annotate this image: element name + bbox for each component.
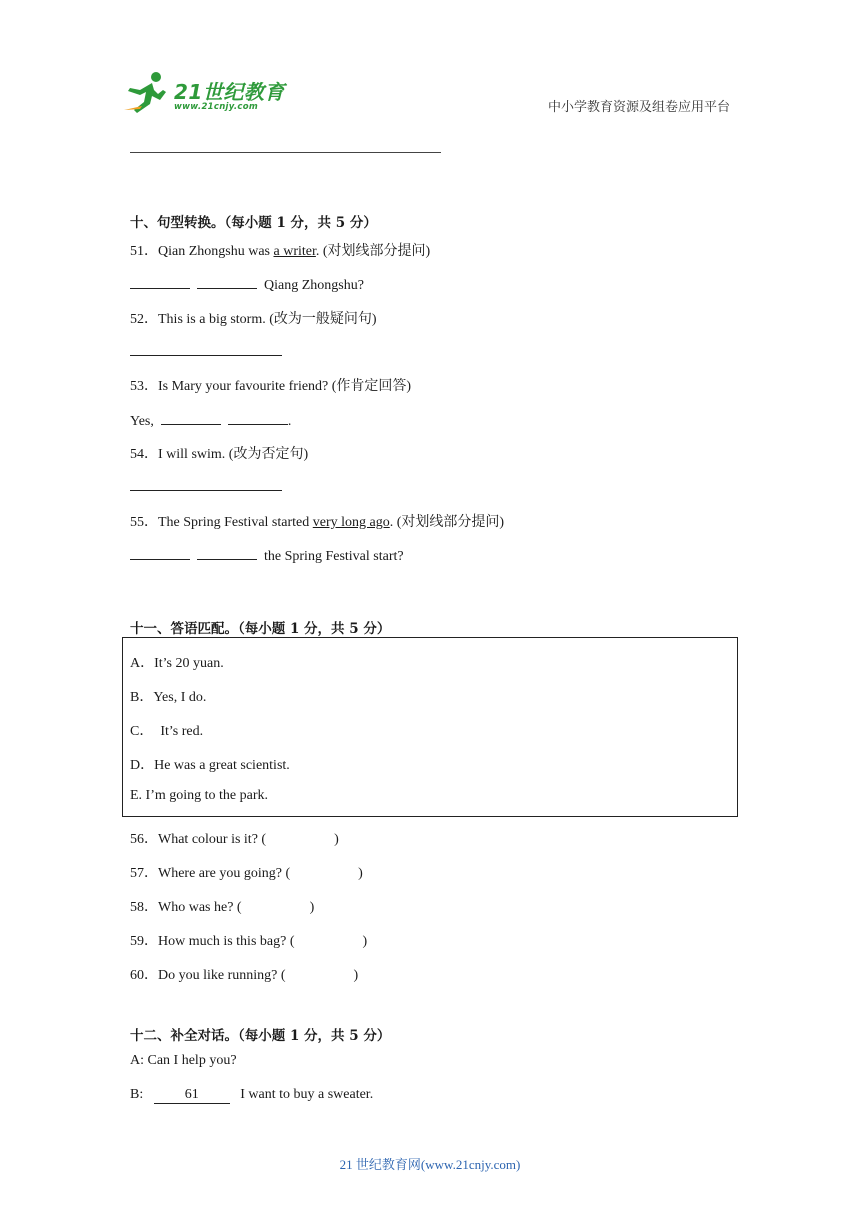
question-number: 56． [130, 832, 158, 847]
answer-end: . [287, 414, 292, 429]
question-number: 51． [130, 244, 158, 259]
logo-url: www.21cnjy.com [174, 102, 258, 112]
answer-line-50 [130, 152, 441, 153]
section-12-title: 十二、补全对话。（每小题 1 分，共 5 分） [130, 1028, 391, 1044]
answer-tail: Qiang Zhongshu? [264, 278, 364, 293]
question-number: 60． [130, 968, 158, 983]
question-number: 55． [130, 515, 158, 530]
logo-text: 21世纪教育 [174, 80, 285, 104]
answer-55 [130, 545, 404, 565]
question-number: 54． [130, 447, 158, 462]
option-c: C． It’s red. [130, 724, 204, 739]
question-text: How much is this bag? ( [158, 934, 295, 949]
answer-line-54[interactable] [130, 490, 282, 491]
question-instruction: . (对划线部分提问) [315, 244, 431, 259]
answer-line-52[interactable] [130, 355, 282, 356]
blank-61[interactable]: 61 [154, 1087, 230, 1104]
answer-53 [130, 410, 291, 430]
dialogue-line-a: A: Can I help you? [130, 1053, 237, 1068]
underlined-phrase: a writer [273, 244, 316, 259]
question-text: What colour is it? ( [158, 832, 267, 847]
answer-blank[interactable] [130, 545, 190, 560]
question-51 [130, 240, 430, 260]
question-59 [130, 930, 367, 950]
question-text: I will swim. (改为否定句) [158, 447, 309, 462]
question-text: Qian Zhongshu was [158, 244, 274, 259]
site-logo [122, 68, 292, 118]
speaker-label: B: [130, 1087, 144, 1102]
question-text: Do you like running? ( [158, 968, 286, 983]
question-number: 59． [130, 934, 158, 949]
close-paren: ) [353, 968, 359, 983]
question-number: 57． [130, 866, 158, 881]
question-number: 52． [130, 312, 158, 327]
answer-blank[interactable] [197, 274, 257, 289]
answer-blank[interactable] [161, 410, 221, 425]
page-footer: 21 世纪教育网(www.21cnjy.com) [339, 1157, 521, 1172]
question-number: 58． [130, 900, 158, 915]
question-text: This is a big storm. (改为一般疑问句) [158, 312, 377, 327]
close-paren: ) [334, 832, 339, 847]
question-55 [130, 511, 504, 531]
section-11-title: 十一、答语匹配。（每小题 1 分，共 5 分） [130, 621, 391, 637]
question-text: Is Mary your favourite friend? (作肯定回答) [158, 379, 412, 394]
runner-logo-icon [122, 70, 172, 114]
answer-blank[interactable] [228, 410, 288, 425]
option-d: D．He was a great scientist. [130, 758, 290, 773]
question-57 [130, 862, 363, 882]
question-53 [130, 375, 411, 395]
question-54 [130, 443, 308, 463]
question-text: The Spring Festival started [158, 515, 313, 530]
option-a: A．It’s 20 yuan. [130, 656, 224, 671]
answer-51 [130, 274, 364, 294]
question-text: Where are you going? ( [158, 866, 291, 881]
option-e: E. I’m going to the park. [130, 788, 269, 803]
answer-blank[interactable] [197, 545, 257, 560]
question-instruction: . (对划线部分提问) [389, 515, 505, 530]
answer-tail: the Spring Festival start? [264, 549, 404, 564]
question-58 [130, 896, 314, 916]
answer-prefix: Yes, [130, 414, 154, 429]
platform-name: 中小学教育资源及组卷应用平台 [547, 99, 730, 114]
question-number: 53． [130, 379, 158, 394]
underlined-phrase: very long ago [312, 515, 390, 530]
question-text: Who was he? ( [158, 900, 242, 915]
section-10-title: 十、句型转换。（每小题 1 分，共 5 分） [130, 215, 377, 231]
option-b: B．Yes, I do. [130, 690, 207, 705]
question-52 [130, 308, 377, 328]
dialogue-line-b [130, 1087, 373, 1104]
close-paren: ) [362, 934, 368, 949]
answer-blank[interactable] [130, 274, 190, 289]
question-60 [130, 964, 358, 984]
close-paren: ) [309, 900, 315, 915]
close-paren: ) [358, 866, 363, 881]
question-56 [130, 828, 339, 848]
dialogue-text: I want to buy a sweater. [240, 1087, 374, 1102]
